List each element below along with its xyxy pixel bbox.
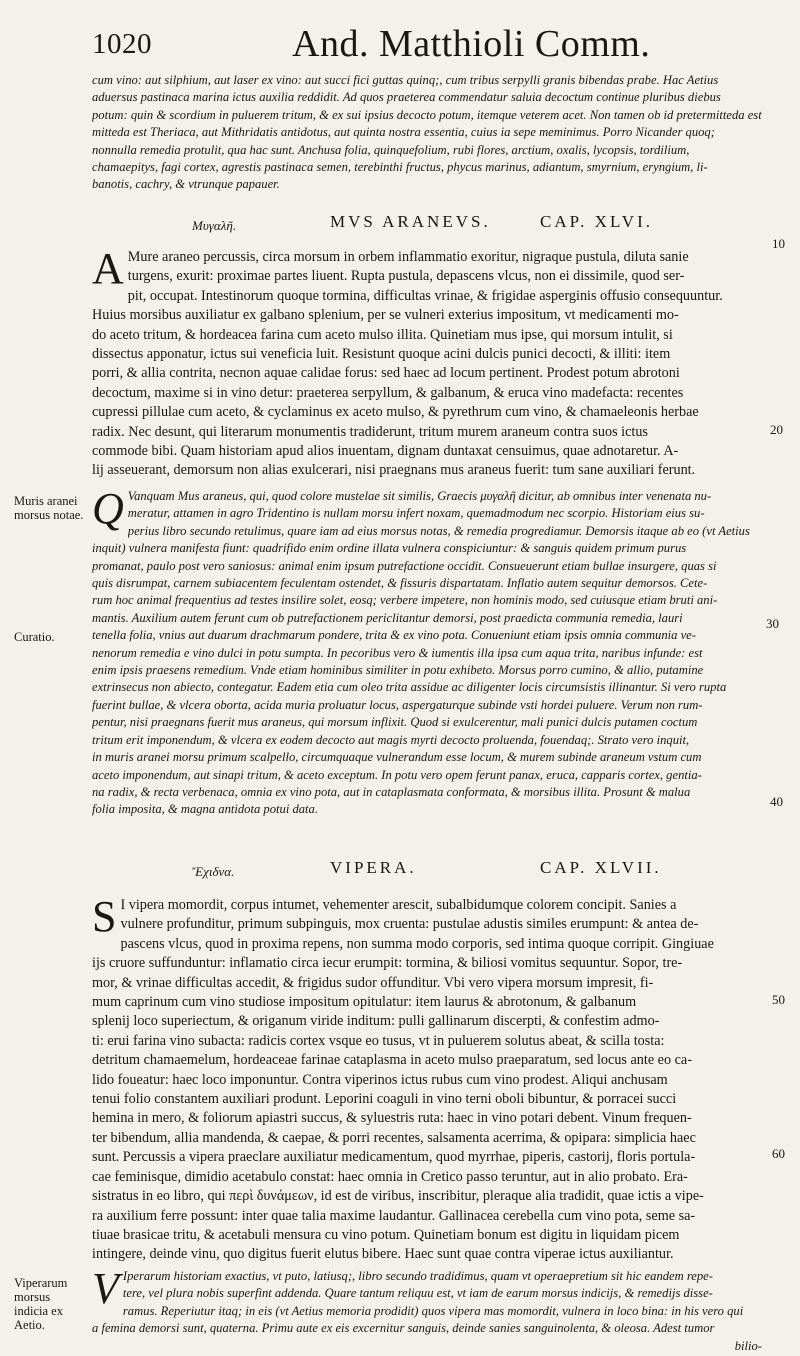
text-line: potum: quin & scordium in puluerem tritum, & ex sui ipsius decocto potum, itemque veterem acet. Non tamen ob id pretermitteda est xyxy=(92,107,762,122)
chapter-46-commentary xyxy=(92,484,762,819)
chapter-number: CAP. XLVI. xyxy=(540,212,653,231)
text-line: Iperarum historiam exactius, vt puto, latiusq;, libro secundo tradidimus, quam vt operaepretium sit hic eandem repe- xyxy=(122,1269,713,1283)
text-line: detritum chamaemelum, hordeaceae farinae cataplasma in aceto mulso praeparatum, sed locus ante eo ca- xyxy=(92,1052,692,1069)
text-line: mor, & vrinae difficultas accedit, & frigidus sudor offunditur. Vbi vero vipera morsum impresit, fi- xyxy=(92,974,654,991)
text-line: ra auxilium ferre possunt: inter quae talia maxime laudantur. Gallinacea cerebella cum vino pota, seme sa- xyxy=(92,1207,696,1224)
line-number: 50 xyxy=(772,992,785,1007)
text-line: radix. Nec desunt, qui literarum monumentis tradiderunt, tritum murem araneum contra suos ictus xyxy=(92,423,648,440)
text-line: commode bibi. Quam historiam apud alios inuentam, dignam duntaxat censuimus, quae adnotaretur. A- xyxy=(92,443,679,460)
text-line: cupressi pillulae cum aceto, & cyclaminus ex aceto mulso, & pyrethrum cum vino, & chamaeleonis herbae xyxy=(92,404,699,421)
text-line: I vipera momordit, corpus intumet, vehementer arescit, subalbidumque colorem concipit. Sanies a xyxy=(120,897,677,913)
text-line: decoctum, maxime si in vino detur: praeterea serpyllum, & galbanum, & eruca vino madefacta: recentes xyxy=(92,384,684,401)
text-line: mum caprinum cum vino studiose impositum opitulatur: item laurus & abrotonum, & galbanum xyxy=(92,994,637,1011)
line-number: 20 xyxy=(770,422,783,437)
text-line: pit, occupat. Intestinorum quoque tormina, difficultas vrinae, & frigidae asperginis offusio consequuntur. xyxy=(127,287,723,304)
text-line: a femina demorsi sunt, quaterna. Primu aute ex eis excernitur sanguis, deinde sanies sanguinolenta, & oleosa. Adest tumor xyxy=(92,1321,715,1336)
text-line: Vanquam Mus araneus, qui, quod colore mustelae sit similis, Graecis μυγαλῆ dicitur, ab omnibus inter venenata nu- xyxy=(127,489,712,503)
text-line: rum hoc animal frequentius ad testes insilire solet, eosq; verbere impetere, non hominis modo, sed cuiusque etiam bruti ani- xyxy=(92,593,718,608)
text-line: hemina in mero, & foliorum apiastri succus, & syluestris ruta: haec in vino potari debent. Vinum frequen- xyxy=(92,1110,692,1127)
text-line: tiuae brasicae tritu, & acetabuli mensura cu vino potum. Quinetiam bonum est digitu in liquidam picem xyxy=(92,1226,680,1243)
page-number: 1020 xyxy=(92,28,152,60)
text-line: quis disrumpat, carnem subiacentem feculentam ostendet, & fissuris dispartatam. Inflatio autem sequitur demorsos. Cete- xyxy=(92,576,708,591)
running-title: And. Matthioli Comm. xyxy=(292,23,651,65)
text-line: turgens, exurit: proximae partes liuent. Rupta pustula, depascens vlcus, non ei dissimile, quod ser- xyxy=(127,268,685,285)
text-line: Huius morsibus auxiliatur ex galbano splenium, per se vulneri exterius impositum, vt medicamenti mo- xyxy=(92,307,679,324)
line-number: 40 xyxy=(770,794,783,809)
text-line: fuerint bullae, & vlcera oborta, acida muria proluatur locus, aspergaturque subinde vsti hordei puluere. Verum non rum- xyxy=(92,697,703,712)
drop-cap: S xyxy=(92,892,117,941)
text-line: lido foueatur: haec loco imponuntur. Contra viperinos ictus rubus cum vino prodest. Aliqui anchusam xyxy=(92,1071,668,1088)
text-line: enim ipsis praesens remedium. Vnde etiam hominibus similiter in potu exhibeto. Morsus porro cumino, & allio, putamine xyxy=(92,663,704,678)
text-line: cae feminisque, dimidio acetabulo constat: haec omnia in Cretico passo teruntur, aut in alio probato. Era- xyxy=(92,1168,688,1185)
chapter-greek-name: Ἔχιδνα. xyxy=(192,864,235,879)
chapter-47-commentary xyxy=(92,1264,762,1355)
text-line: Mure araneo percussis, circa morsum in orbem inflammatio exoritur, nigraque pustula, diluta sanie xyxy=(127,249,689,265)
text-line: in muris aranei morsu primum scalpello, circumquaque vulnerandum esse locum, & murem subinde araneum vstum cum xyxy=(92,750,702,765)
text-line: inquit) vulnera manifesta fiunt: quadrifido enim ordine illata vulnera conspiciuntur: & sanguis quidem primum purus xyxy=(92,541,687,556)
text-line: perius libro secundo retulimus, quare iam ad eius morsus notas, & remedia progrediamur. Demorsis itaque ab eo (vt Aetius xyxy=(127,523,750,538)
text-line: chamaepitys, fagi cortex, agrestis pastinaca semen, terebinthi fructus, phycus marinus, adiantum, smyrnium, eryngium, li- xyxy=(92,160,708,175)
text-line: na radix, & recta verbenaca, omnia ex vino pota, aut in cataplasmata conformata, & morsibus illita. Prosunt & malua xyxy=(92,784,691,799)
chapter-heading-47 xyxy=(92,858,772,884)
text-line: promanat, paulo post vero saniosus: animal enim ipsum putrefactione occidit. Consueuerunt etiam bullae insurgere, quas si xyxy=(92,558,717,573)
text-line: ter bibendum, allia mandenda, & caepae, & porri recentes, salsamenta acerrima, & opipara: simplicia haec xyxy=(92,1129,696,1146)
text-line: dissectus apponatur, ictus sui veneficia luit. Resistunt quoque acini dulcis punici decocti, & illiti: item xyxy=(92,346,671,363)
text-line: bilio- xyxy=(734,1338,762,1353)
text-line: do aceto tritum, & hordeacea farina cum aceto mulso illita. Quinetiam mus ipse, qui morsum intulit, si xyxy=(92,326,673,343)
drop-cap: Q xyxy=(92,484,124,533)
chapter-46-text xyxy=(92,244,762,481)
drop-cap: V xyxy=(92,1264,119,1313)
text-line: tere, vel plura nobis superfint addenda. Quare tantum reliquu est, vt iam de earum morsus indicijs, & remedijs disse- xyxy=(122,1286,713,1301)
text-line: folia imposita, & magna antidota potui data. xyxy=(92,802,318,817)
text-line: sistratus in eo libro, qui περὶ δυνάμεων, id est de viribus, inscribitur, pleraque alia tradidit, quae ictis a vipe- xyxy=(92,1188,704,1205)
text-line: extrinsecus non abiecto, contegatur. Eadem etia cum oleo trita assidue ac diligenter locis circumsistis illinantur. Si vero rupta xyxy=(92,680,727,695)
chapter-greek-name: Μυγαλῆ. xyxy=(192,218,237,233)
text-line: pentur, nisi praegnans fuerit mus araneus, qui morsum inflixit. Quod si exulcerentur, mali punici dulcis putamen coctum xyxy=(92,715,698,730)
text-line: pascens vlcus, quod in proxima repens, non summa modo corporis, sed intima quoque corripit. Gingiuae xyxy=(120,935,714,952)
text-line: banotis, cachry, & vtrunque papauer. xyxy=(92,177,280,192)
text-line: tenui folio constantem auxiliari produnt. Leporini coaguli in vino terni oboli bibuntur, & porracei succi xyxy=(92,1091,677,1108)
text-line: intingere, deinde vinu, quo digitus fuerit elutus bibere. Haec sunt quae contra viperae ictus auxiliantur. xyxy=(92,1246,674,1263)
text-line: sunt. Percussis a vipera praeclare auxiliatur medicamentum, quod myrrhae, piperis, castorij, floris portula- xyxy=(92,1149,696,1166)
text-line: tenella folia, vnius aut duarum drachmarum pondere, trita & ex vino pota. Conueniunt etiam ipsis omnia communia ve- xyxy=(92,628,696,643)
text-line: cum vino: aut silphium, aut laser ex vino: aut succi fici guttas quinq;, cum tribus serpylli granis bibendas prabe. Hac Aetius xyxy=(92,73,719,87)
text-line: ti: erui farina vino subacta: radicis cortex vsque eo tusus, vt in puluerem solutus abeat, & scilla tosta: xyxy=(92,1032,665,1049)
text-line: vulnere profunditur, primum subpinguis, mox cruenta: pustulae adustis similes erumpunt: & antea de- xyxy=(120,916,699,933)
text-line: ijs cruore suffunduntur: inflamatio circa iecur erumpit: tormina, & biliosi vomitus sequuntur. Sopor, tre- xyxy=(92,955,683,972)
margin-note: Viperarum morsus indicia ex Aetio. xyxy=(14,1276,68,1332)
text-line: aceto imponendum, aut sinapi tritum, & aceto exceptum. In potu vero opem ferunt panax, eruca, capparis cortex, gentia- xyxy=(92,767,702,782)
page-header xyxy=(92,22,792,68)
chapter-47-text xyxy=(92,892,762,1265)
text-line: nonnulla remedia protulit, qua hac sunt. Anchusa folia, quinquefolium, rubi flores, arctium, oxalis, lycopsis, tordilium, xyxy=(92,142,690,157)
text-line: nenorum remedia e vino dulci in potu sumpta. In pecoribus vero & iumentis illa ipsa cum aqua trita, naribus infunde: est xyxy=(92,645,703,660)
margin-note: Muris aranei morsus notae. xyxy=(14,494,84,522)
text-line: ramus. Reperiutur itaq; in eis (vt Aetius memoria prodidit) quos vipera mas momordit, vulnera in loco bina: in his vero qui xyxy=(122,1303,744,1318)
margin-note: Curatio. xyxy=(14,630,55,644)
text-line: aduersus pastinaca marina ictus auxilia reddidit. Ad quos praeterea commendatur saluia decoctum continue pluribus diebus xyxy=(92,90,721,105)
drop-cap: A xyxy=(92,244,124,293)
chapter-heading-46 xyxy=(92,212,772,238)
line-number: 10 xyxy=(772,236,785,251)
text-line: mitteda est Theriaca, aut Mithridatis antidotus, aut quinta nostra essentia, cuius ia sepe meminimus. Porro Nicander quoq; xyxy=(92,125,715,140)
text-line: tritum erit imponendum, & vlcera ex eodem decocto aut magis myrti decocto proluenda, fouendaq;. Strato vero inquit, xyxy=(92,732,690,747)
text-line: meratur, attamen in agro Tridentino is nullam morsu infert noxam, quemadmodum nec scorpio. Historiam eius su- xyxy=(127,506,705,521)
chapter-title: VIPERA. xyxy=(330,858,417,877)
line-number: 30 xyxy=(766,616,779,631)
text-line: mantis. Auxilium autem ferunt cum ob putrefactionem periclitantur demorsi, post praedicta communia remedia, lauri xyxy=(92,610,683,625)
text-line: splenij loco superiectum, & origanum viride inditum: pulli gallinarum discerpti, & confestim admo- xyxy=(92,1013,660,1030)
chapter-title: MVS ARANEVS. xyxy=(330,212,491,231)
intro-paragraph xyxy=(92,72,762,194)
chapter-number: CAP. XLVII. xyxy=(540,858,662,877)
text-line: porri, & allia contrita, necnon aquae calidae forus: sed haec ad locum pertinent. Prodest potum abrotoni xyxy=(92,365,680,382)
line-number: 60 xyxy=(772,1146,785,1161)
text-line: lij asseuerant, demorsum non alias exulcerari, nisi praegnans mus araneus fuerit: tum sane auxiliari ferunt. xyxy=(92,462,696,479)
